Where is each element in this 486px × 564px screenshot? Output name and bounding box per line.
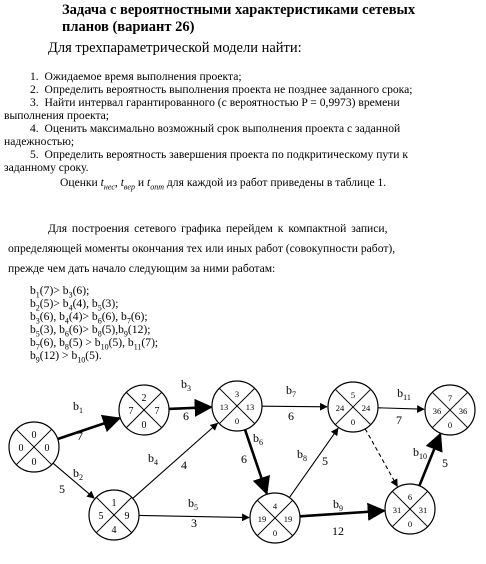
node-number: 7 <box>447 393 453 403</box>
task-item-continuation: заданному сроку. <box>4 161 89 174</box>
edge-dummy <box>365 429 397 486</box>
node-number: 6 <box>407 492 413 502</box>
edge-name-label: $b_3$ <box>181 377 191 393</box>
edge-name-label: $b_7$ <box>286 383 296 399</box>
node-number: 5 <box>350 390 356 400</box>
edge-b11 <box>378 408 424 409</box>
node-4 <box>250 493 300 543</box>
edge-name-label: $b_{11}$ <box>397 386 411 402</box>
node-late-time: 24 <box>361 403 371 413</box>
task-item-continuation: надежностью; <box>4 135 75 148</box>
relation-item: $b_1(7)> b_3(6)$; <box>30 284 90 300</box>
edge-duration-label: 7 <box>396 413 402 427</box>
paragraph-line: прежде чем дать начало следующим за ними работам: <box>8 262 276 275</box>
edge-name-label: $b_2$ <box>73 466 83 482</box>
edge-duration-label: 6 <box>183 409 189 423</box>
task-item-continuation: выполнения проекта; <box>4 109 110 122</box>
edge-duration-label: 3 <box>191 516 197 530</box>
node-3 <box>212 381 262 431</box>
task-item: 1. Ожидаемое время выполнения проекта; <box>30 70 242 83</box>
edge-duration-label: 6 <box>288 409 294 423</box>
relation-item: $b_5(3)$, $b_6(6)> b_8(5),b_9(12)$; <box>30 323 151 339</box>
edge-b1 <box>58 418 120 439</box>
node-reserve: 0 <box>234 416 240 426</box>
node-reserve: 0 <box>272 528 278 538</box>
node-1 <box>89 490 139 540</box>
estimates-note: Оценки $t_{нес}$, $t_{вер}$ и $t_{опт}$ для каждой из работ приведены в таблице 1. <box>60 176 387 192</box>
edge-duration-label: 5 <box>322 454 328 468</box>
node-number: 3 <box>234 389 240 399</box>
edge-name-label: $b_{10}$ <box>413 445 427 461</box>
edge-duration-label: 6 <box>241 452 247 466</box>
paragraph-line: Для построения сетевого графика перейдем к компактной записи, <box>48 222 388 235</box>
node-2 <box>119 385 169 435</box>
node-late-time: 13 <box>245 402 255 412</box>
node-number: 4 <box>272 501 278 511</box>
edge-duration-label: 5 <box>442 456 448 470</box>
task-item: 4. Оценить максимально возможный срок выполнения проекта с заданной <box>30 122 401 135</box>
node-late-time: 19 <box>283 514 293 524</box>
edge-duration-label: 12 <box>332 524 344 538</box>
node-reserve: 4 <box>111 525 117 536</box>
node-reserve: 0 <box>31 457 37 468</box>
edge-name-label: $b_1$ <box>73 399 83 415</box>
node-7 <box>425 385 475 435</box>
relation-item: $b_3(6)$, $b_4(4)> b_6(6)$, $b_7(6)$; <box>30 310 148 326</box>
relation-item: $b_9(12) > b_{10}(5)$. <box>30 349 102 365</box>
node-late-time: 31 <box>418 505 428 515</box>
node-reserve: 0 <box>407 519 413 529</box>
node-reserve: 0 <box>141 420 147 431</box>
node-number: 0 <box>31 430 37 441</box>
document-title: Задача с вероятностными характеристиками сетевых планов (вариант 26) <box>62 2 416 35</box>
edge-duration-label: 5 <box>59 482 65 496</box>
node-late-time: 9 <box>124 511 130 522</box>
edge-b7 <box>262 406 327 407</box>
node-early-time: 0 <box>18 443 24 454</box>
node-5 <box>328 382 378 432</box>
edge-b8 <box>289 428 338 497</box>
node-late-time: 0 <box>44 443 50 454</box>
node-early-time: 19 <box>257 514 267 524</box>
edge-name-label: $b_5$ <box>188 496 198 512</box>
edge-name-label: $b_4$ <box>148 451 158 467</box>
node-early-time: 24 <box>335 403 345 413</box>
node-early-time: 36 <box>432 406 442 416</box>
node-late-time: 7 <box>154 406 160 417</box>
edge-duration-label: 7 <box>77 429 83 443</box>
node-reserve: 0 <box>447 420 453 430</box>
document-subtitle: Для трехпараметрической модели найти: <box>48 40 302 56</box>
node-number: 1 <box>111 498 117 509</box>
edge-name-label: $b_8$ <box>297 447 307 463</box>
node-reserve: 0 <box>350 417 356 427</box>
task-item: 2. Определить вероятность выполнения проекта не позднее заданного срока; <box>30 83 413 96</box>
task-item: 5. Определить вероятность завершения проекта по подкритическому пути к <box>30 148 409 161</box>
task-item: 3. Найти интервал гарантированного (с вероятностью P = 0,9973) времени <box>30 96 400 109</box>
node-early-time: 31 <box>392 505 402 515</box>
node-6 <box>385 484 435 534</box>
edge-b3 <box>169 407 211 409</box>
node-number: 2 <box>141 393 147 404</box>
node-early-time: 13 <box>219 402 229 412</box>
paragraph-line: определяющей моменты окончания тех или иных работ (совокупности работ), <box>8 242 396 255</box>
node-late-time: 36 <box>458 406 468 416</box>
relation-item: $b_7(6)$, $b_8(5) > b_{10}(5)$, $b_{11}(7)$; <box>30 336 159 352</box>
node-early-time: 5 <box>98 511 104 522</box>
relation-item: $b_2(5)> b_4(4)$, $b_5(3)$; <box>30 297 119 313</box>
edge-name-label: $b_6$ <box>253 431 263 447</box>
network-diagram <box>0 370 486 564</box>
edge-duration-label: 4 <box>181 458 187 472</box>
node-early-time: 7 <box>128 406 134 417</box>
edge-name-label: $b_9$ <box>333 497 343 513</box>
node-0 <box>9 422 59 472</box>
